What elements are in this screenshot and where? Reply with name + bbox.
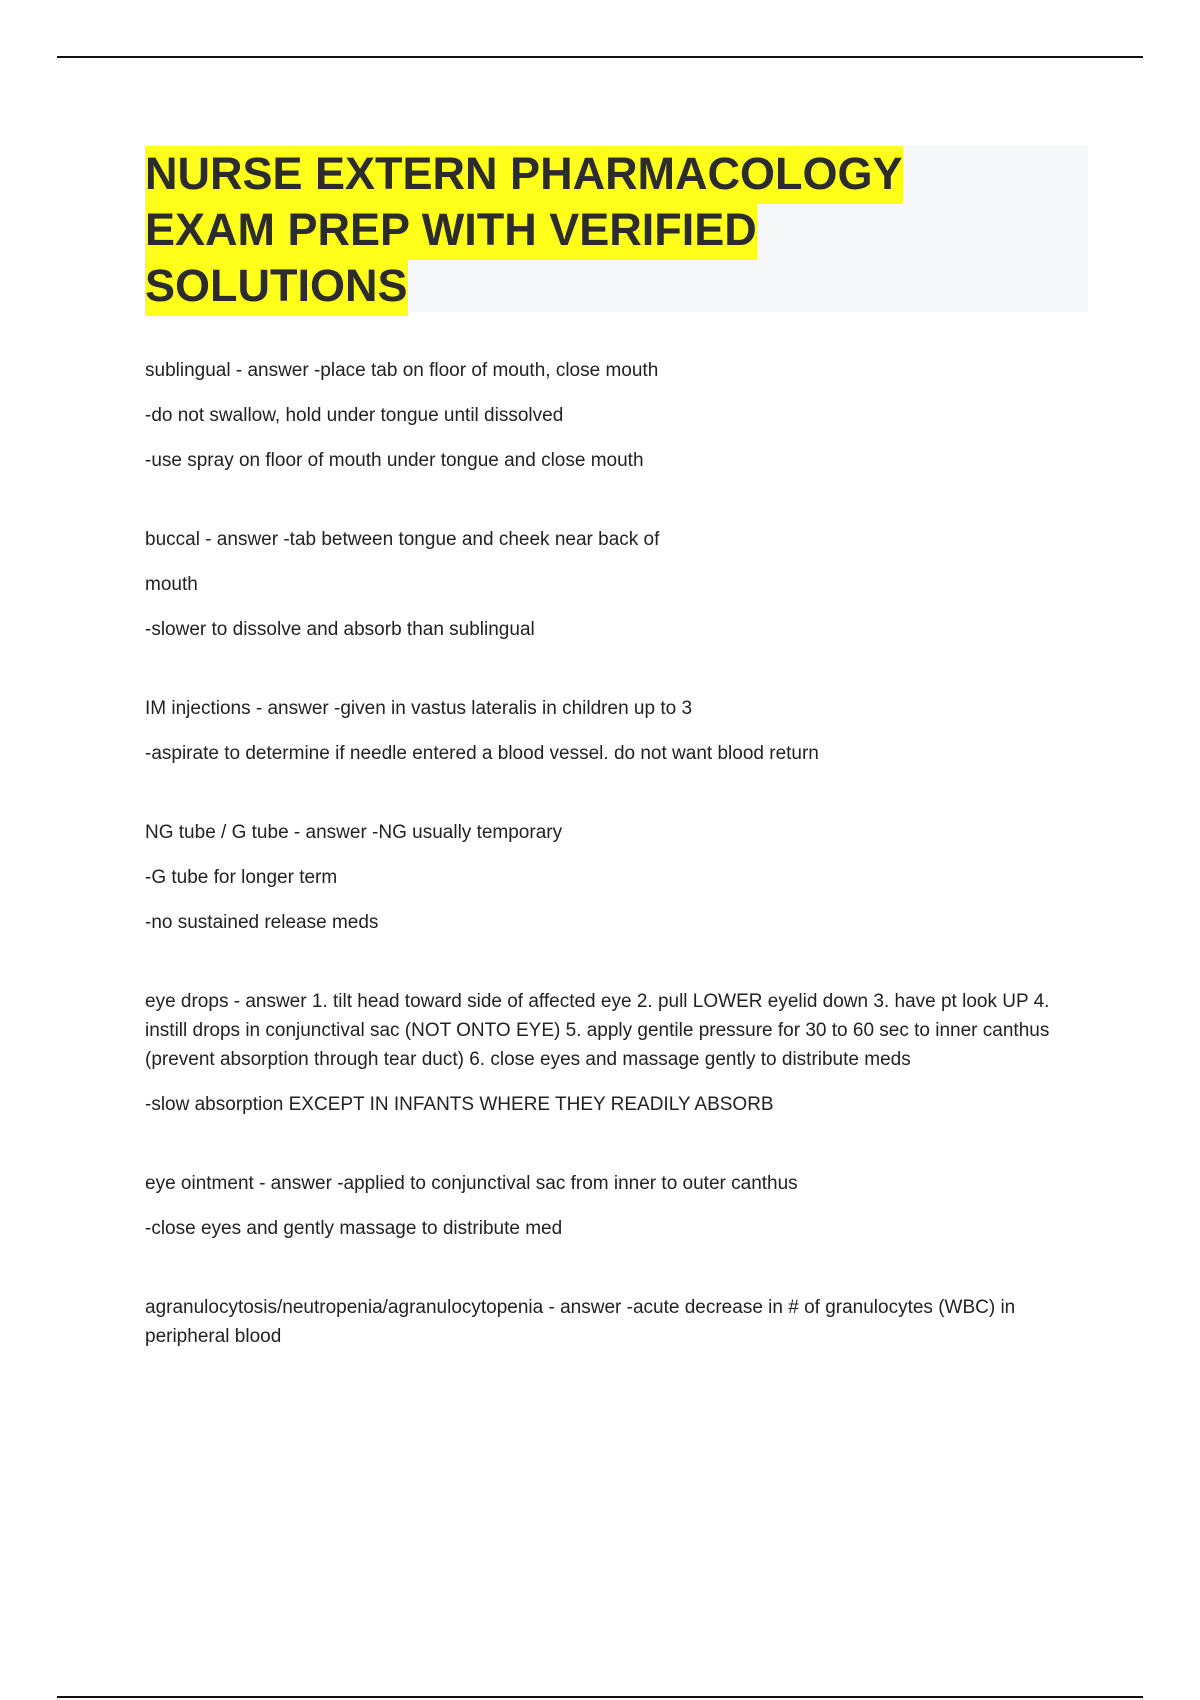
paragraph: eye drops - answer 1. tilt head toward side of affected eye 2. pull LOWER eyelid down 3. have pt look UP 4. instill drops in conjunctival sac (NOT ONTO EYE) 5. apply gentile pressure for 30 to 60 sec to inner canthus (prevent absorption through tear duct) 6. close eyes and massage gently to distribute meds	[145, 991, 1050, 1070]
entry-eye-ointment	[145, 1169, 1090, 1243]
entry-sublingual	[145, 356, 1090, 475]
paragraph: -close eyes and gently massage to distribute med	[145, 1218, 563, 1239]
entry-agranulocytosis	[145, 1293, 1090, 1351]
entry-eye-drops	[145, 987, 1090, 1119]
document-title	[145, 146, 1088, 314]
paragraph: -use spray on floor of mouth under tongue and close mouth	[145, 450, 644, 471]
paragraph: sublingual - answer -place tab on floor of mouth, close mouth	[145, 360, 659, 381]
paragraph: agranulocytosis/neutropenia/agranulocytopenia - answer -acute decrease in # of granulocytes (WBC) in peripheral blood	[145, 1297, 1016, 1347]
paragraph: -slow absorption EXCEPT IN INFANTS WHERE THEY READILY ABSORB	[145, 1094, 774, 1115]
paragraph: IM injections - answer -given in vastus lateralis in children up to 3	[145, 698, 693, 719]
paragraph: NG tube / G tube - answer -NG usually temporary	[145, 822, 563, 843]
paragraph: -no sustained release meds	[145, 912, 379, 933]
entry-ng-g-tube	[145, 818, 1090, 937]
document-body	[145, 356, 1090, 1401]
paragraph: -aspirate to determine if needle entered a blood vessel. do not want blood return	[145, 743, 819, 764]
paragraph: -G tube for longer term	[145, 867, 338, 888]
paragraph: buccal - answer -tab between tongue and cheek near back of	[145, 529, 660, 550]
title-block	[145, 146, 1088, 312]
paragraph: -slower to dissolve and absorb than sublingual	[145, 619, 535, 640]
title-line-2: EXAM PREP WITH VERIFIED	[145, 202, 757, 260]
title-line-1: NURSE EXTERN PHARMACOLOGY	[145, 146, 903, 204]
top-divider	[57, 56, 1143, 58]
paragraph: mouth	[145, 574, 198, 595]
entry-buccal	[145, 525, 1090, 644]
title-line-3: SOLUTIONS	[145, 258, 408, 316]
paragraph: eye ointment - answer -applied to conjunctival sac from inner to outer canthus	[145, 1173, 798, 1194]
entry-im-injections	[145, 694, 1090, 768]
paragraph: -do not swallow, hold under tongue until dissolved	[145, 405, 564, 426]
bottom-divider	[57, 1696, 1143, 1698]
